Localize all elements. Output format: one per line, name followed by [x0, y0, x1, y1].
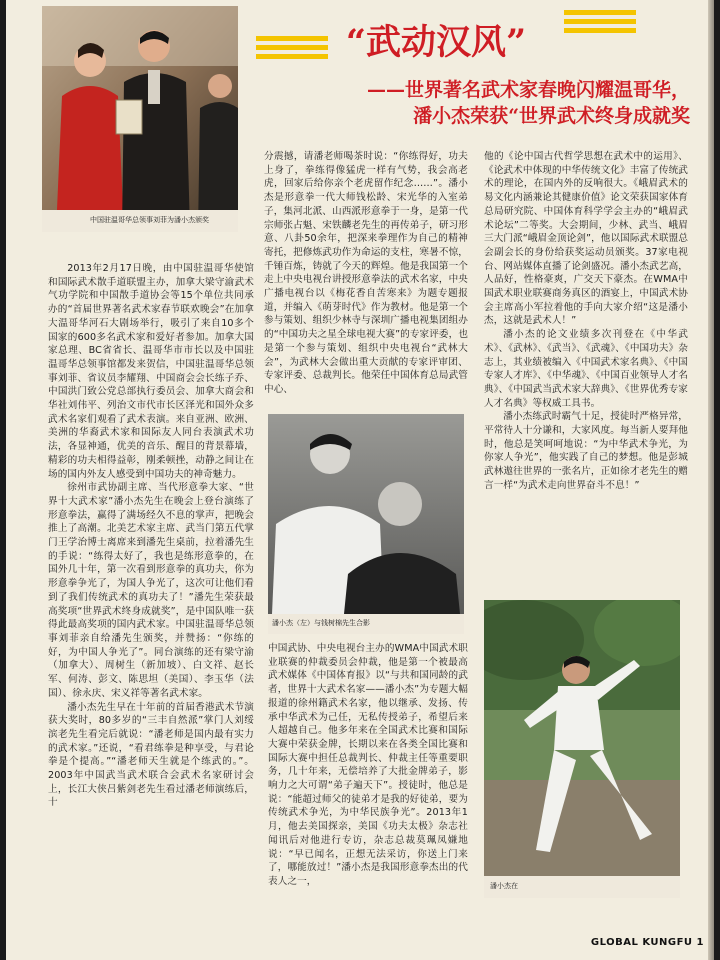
paragraph: 徐州市武协副主席、当代形意拳大家、“世界十大武术家”潘小杰先生在晚会上登台演练了形意拳法，赢得了满场经久不息的掌声，把晚会推上了高潮。北美艺术家主席、武当门第五代掌门王学治博士离席来到潘先生桌前，拉着潘先生的手说：“练得太好了，我也是练形意拳的，在国外几十年，第一次看到形意拳的真功夫，你为形意拳争光了，为国人争光了，这次可让他们看到了我们传统武术的真功夫了！”潘先生荣获最高奖项“世界武术终身成就奖”，是中国队唯一获得此最高奖项的国内武术家。中国驻温哥华总领事刘菲亲自给潘先生颁奖，并赞扬：“你练的好，为中国人争光了”。同台演练的还有梁守渝（加拿大）、周树生（新加坡）、白文祥、赵长军、何涛、彭文、陈思坦（美国）、李玉华（法国）、徐永庆、宋义祥等著名武术家。: [48, 482, 254, 699]
paragraph: 分震撼，请潘老师喝茶时说：“你练得好，功夫上身了，拳练得像猛虎一样有气势，我会高老虎，回家后给你亲个老虎留作纪念……”。潘小杰是形意拳一代大师钱松龄、宋光华的入室弟子，集河北派、山西派形意拳于一身，是第一代宗师张占魁、宋铁麟老先生的再传弟子，研习形意、八卦50余年，把深来拳理作为自己的精神寄托，把修炼武功作为命运的支柱，寒暑不惊，千锤百炼，铸就了今天的辉煌。他是我国第一个走上中央电视台讲授形意拳法的武术名家，中央广播电视台以《梅花香自苦寒来》为题专题报道，并编入《萌芽时代》作为教材。他是第一个参与策划、组织少林寺与深圳广播电视集团组办的“中国功夫之星全球电视大赛”的专家评委，也是第一个参与策划、组织中央电视台“武林大会”，为武林大会做出重大贡献的专家评审团、专家评委、总裁判长。他荣任中国体育总局武管中心、: [264, 151, 468, 395]
article-column-2: [264, 150, 468, 408]
photo-caption: 中国驻温哥华总领事刘菲为潘小杰颁奖: [90, 216, 209, 224]
photo-caption: 潘小杰在: [490, 882, 518, 890]
article-column-1: [48, 262, 254, 952]
article-column-4: [268, 642, 468, 952]
article-column-3: [484, 150, 688, 594]
paragraph: 潘小杰练武时霸气十足，授徒时严格异常，平常待人十分谦和，大家风度。每当新人要拜他时，他总是笑呵呵地说：“为中华武术争光，为你家人争光”，他实践了自己的梦想。他是彭城武林遨往世界的一张名片，正如徐才老先生的赠言一样“为武术走向世界奋斗不息！”: [484, 411, 688, 491]
award-ceremony-photo: [42, 6, 238, 232]
page-edge-shadow: [708, 0, 714, 960]
photo-caption: 潘小杰（左）与钱树棉先生合影: [272, 619, 370, 627]
paragraph: 2013年2月17日晚，由中国驻温哥华使馆和国际武术散手道联盟主办，加拿大梁守渝武术气功学院和中国散手道协会等15个单位共同承办的“首届世界著名武术家春节联欢晚会”在加拿大温哥华河石大剧场举行，吸引了来自10多个国家的600多名武术家和爱好者参加。加拿大国家总理、BC省省长、温哥华市市长以及中国驻温哥华总领事馆都发来贺信，中国驻温哥华总领事刘菲、省议员李耀翔、中国商会会长练子乔、中国洪门致公党总部执行委员会、加拿大商会和华社刘伟平、列治文市代市长区泽光和国外众多武术名家们观看了武术表演。来自亚洲、欧洲、美洲的华裔武术家和国际友人同台表演武术功法，各显神通，优美的音乐、醒目的背景幕墙，精彩的功夫相得益彰，刚柔顿挫，动静之间让在场的国内外友人感受到中国功夫的神奇魅力。: [48, 263, 254, 480]
headline-subtitle-line1: ——世界著名武术家春晚闪耀温哥华，: [366, 79, 690, 101]
paragraph: 中国武协、中央电视台主办的WMA中国武术职业联赛的仲裁委员会仲裁，他是第一个被最高武术媒体《中国体育报》以“与共和国同龄的武者，世界十大武术名家——潘小杰”为专题大幅报道的徐州籍武术名家，他以继承、发扬、传承中华武术为己任，无私传授弟子，希望后来人超越自己。他多年来在全国武术比赛和国际大赛中荣获金牌，长期以来在各类全国比赛和国际大赛中担任总裁判长、仲裁主任等重要职务，几十年来，无偿培养了大批金牌弟子，影响力之大可谓“弟子遍天下”。授徒时，他总是说：“能超过师父的徒弟才是我的好徒弟，要为传统武术争光，为中华民族争光”。2013年1月，他去美国探亲，美国《功夫太极》杂志社闻讯后对他进行专访，杂志总裁莫珮凤嫌地说：“早已闻名，正想无法采访，你送上门来了，哪能放过！”潘小杰是我国形意拳杰出的代表人之一，: [268, 643, 468, 887]
paragraph: 他的《论中国古代哲学思想在武术中的运用》、《论武术中体现的中华传统文化》丰富了传统武术的理论，在国内外的反响很大。《峨眉武术的易文化内涵兼论其健康价值》论文荣获国家体育总局研究院、中国体育科学学会主办的“峨眉武术论坛”二等奖。大会期间，少林、武当、峨眉三大门派“峨眉金顶论剑”，他以国际武术联盟总会副会长的身份给获奖运动员颁奖。37家电视台、网站媒体直播了论剑盛况。潘小杰武艺高，人品好，性格豪爽，广交天下豪杰。在WMA中国武术职业联赛商务真区的酒宴上，中国武术协会主席高小军拉着他的手向大家介绍“这是潘小杰，这就是武术人！”: [484, 151, 688, 327]
headline-subtitle-line2: 潘小杰荣获“世界武术终身成就奖: [413, 105, 690, 127]
paragraph: 潘小杰先生早在十年前的首届香港武术节演获大奖时，80多岁的“三丰自然派”掌门人刘绥滨老先生看完后就说：“潘老师是国内最有实力的武术家。”还说，“看君练拳是种享受，与君论拳是个提高。”“潘老师天生就是个练武的。”。2003年中国武当武术联合会武术名家研讨会上，长江大侠吕紫剑老先生看过潘老师演练后，十: [48, 701, 254, 809]
magazine-page: [6, 0, 714, 960]
headline-title: “武动汉风”: [345, 22, 527, 63]
decorative-stripes-right: [564, 10, 636, 37]
paragraph: 潘小杰的论文业绩多次刊登在《中华武术》、《武林》、《武当》、《武魂》、《中国功夫》杂志上，其业绩被编入《中国武术家名典》、《中国专家人才库》、《中华魂》、《中国百业领导人才名典》、《中国武当武术家大辞典》、《世界优秀专家人才名典》等权威工具书。: [484, 329, 688, 409]
portrait-photo: [268, 414, 464, 634]
magazine-footer: GLOBAL KUNGFU 1: [590, 937, 704, 948]
martial-arts-photo: [484, 600, 680, 898]
